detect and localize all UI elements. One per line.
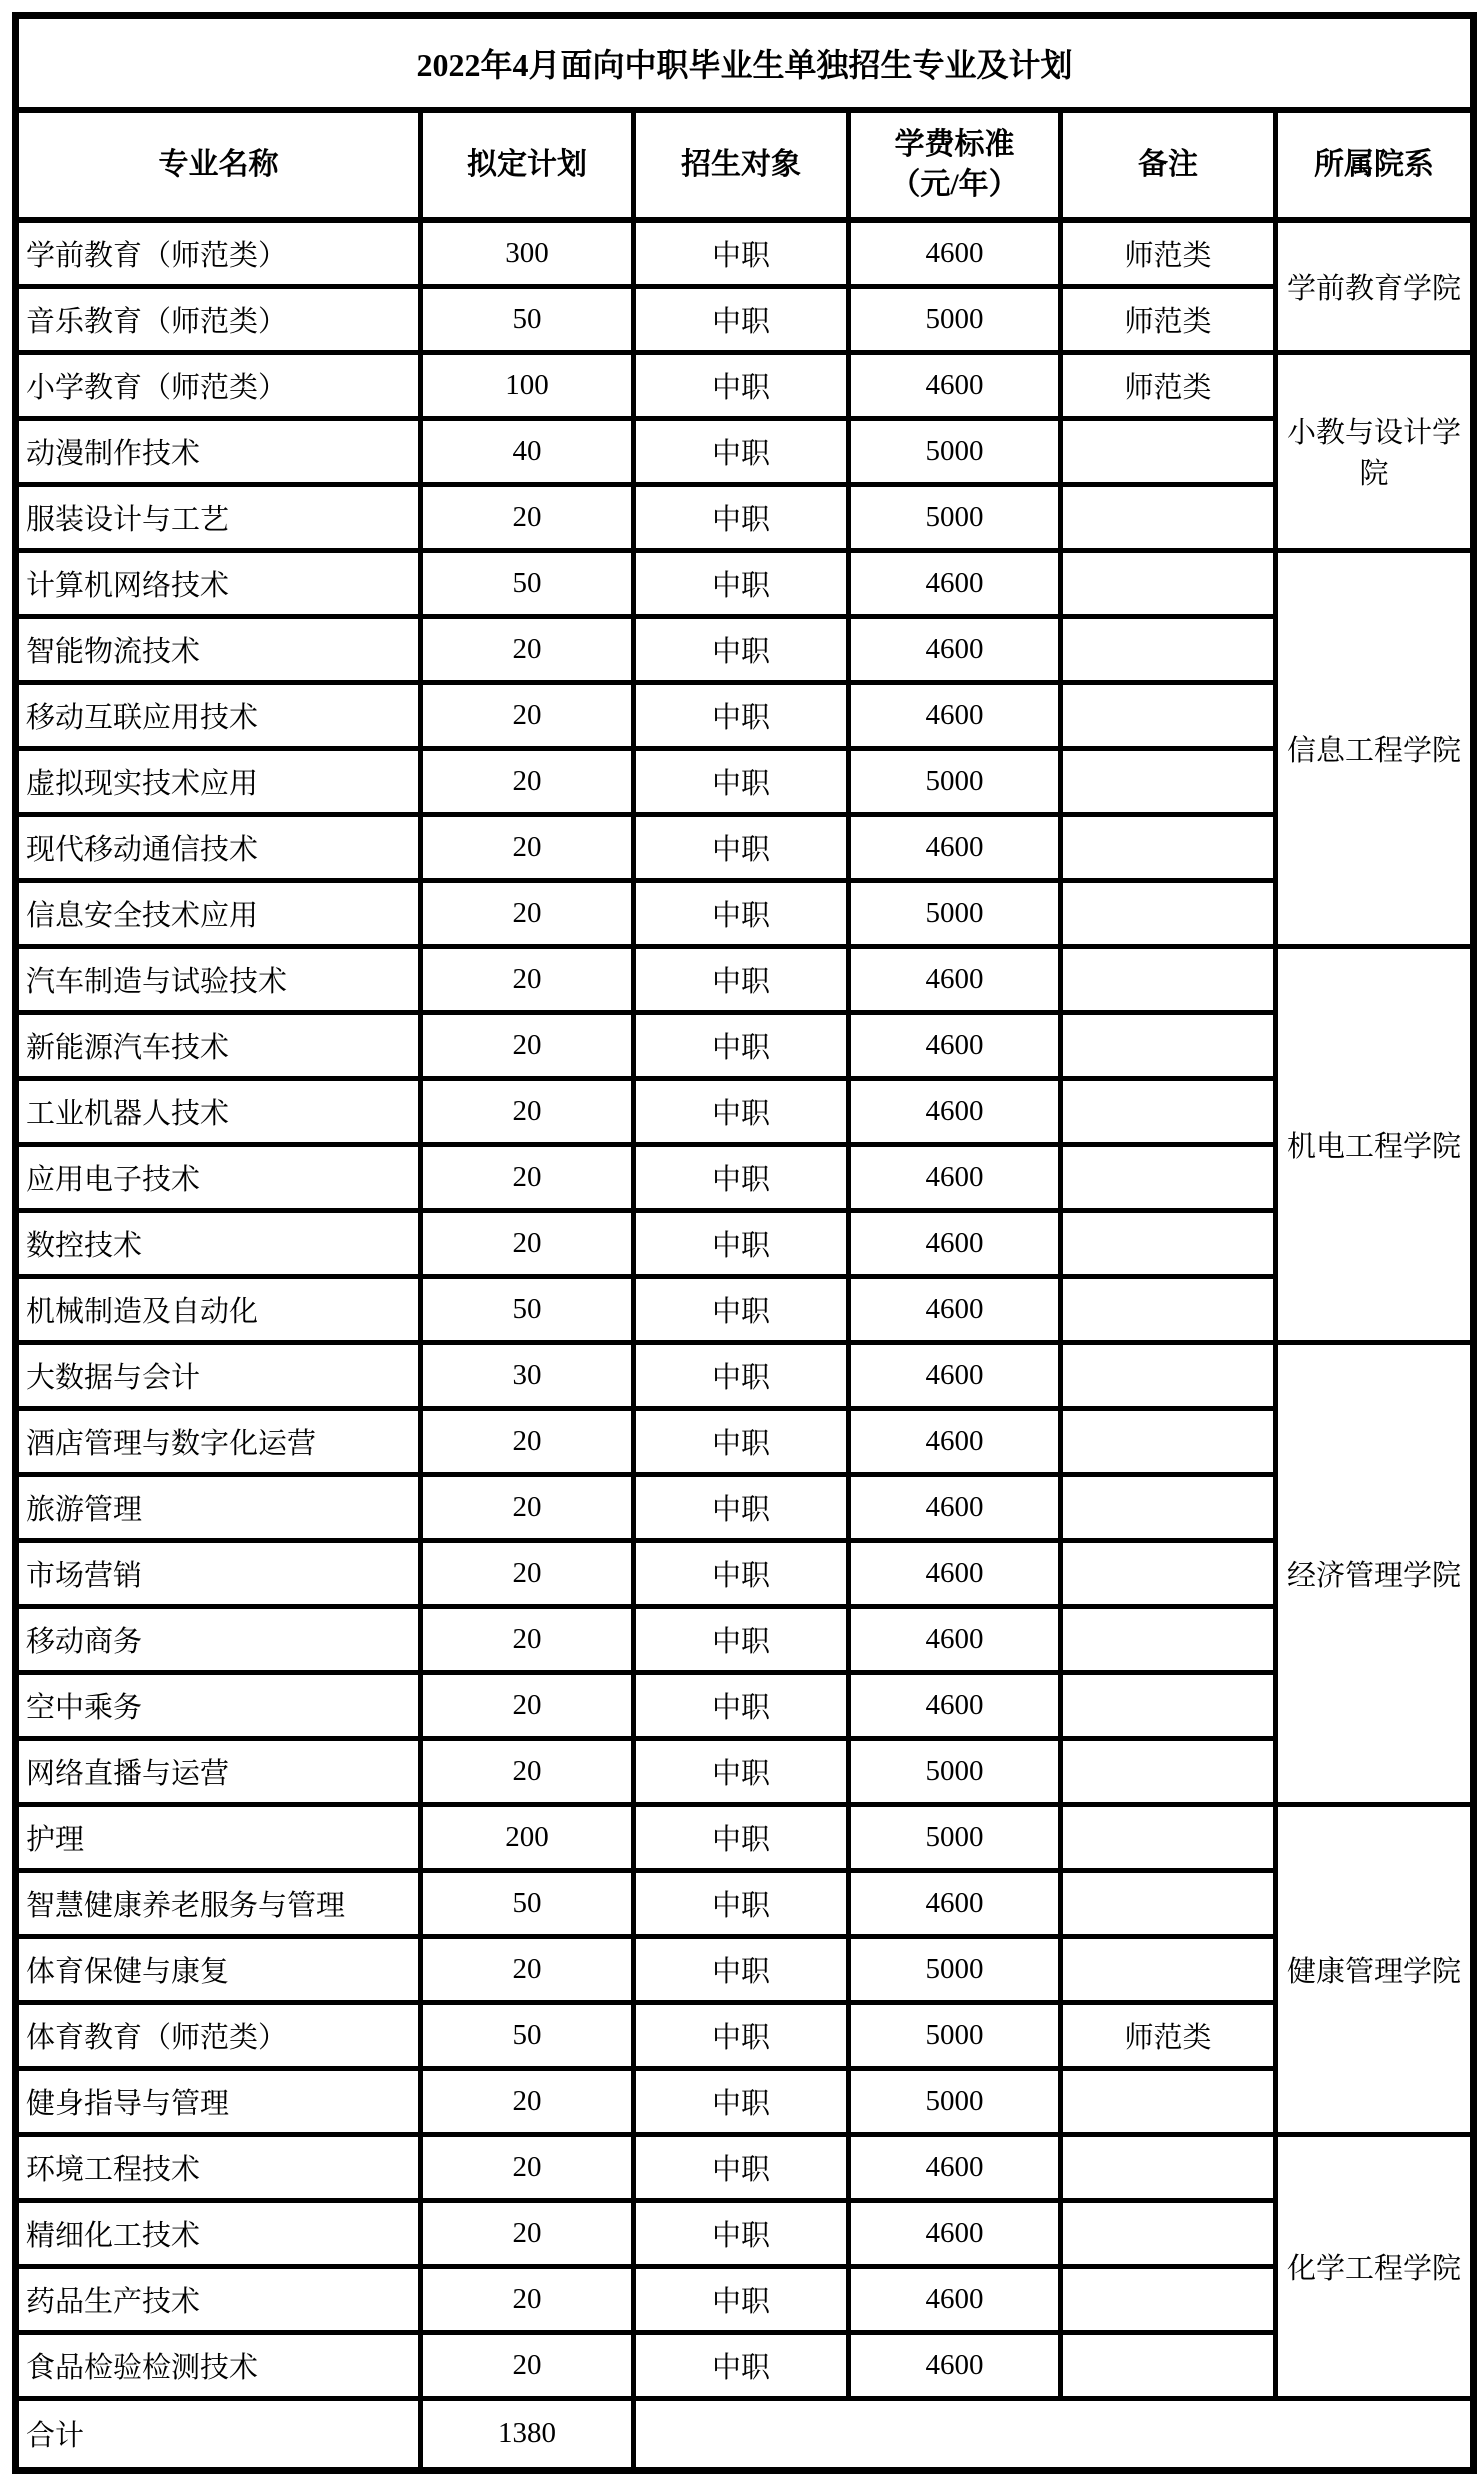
tuition-cell: 5000 (849, 1738, 1061, 1804)
col-header-tuition-line1: 学费标准 (894, 127, 1015, 161)
target-cell: 中职 (634, 1210, 849, 1276)
title-row (16, 16, 1474, 111)
target-cell: 中职 (634, 2332, 849, 2398)
table-title: 2022年4月面向中职毕业生单独招生专业及计划 (16, 16, 1474, 111)
target-cell: 中职 (634, 1408, 849, 1474)
col-header-plan: 拟定计划 (421, 110, 634, 220)
plan-cell: 100 (421, 352, 634, 418)
target-cell: 中职 (634, 880, 849, 946)
tuition-cell: 4600 (849, 2134, 1061, 2200)
plan-cell: 20 (421, 1738, 634, 1804)
plan-cell: 20 (421, 1936, 634, 2002)
target-cell: 中职 (634, 748, 849, 814)
major-cell: 市场营销 (16, 1540, 421, 1606)
tuition-cell: 4600 (849, 1606, 1061, 1672)
remark-cell (1061, 550, 1276, 616)
tuition-cell: 4600 (849, 2332, 1061, 2398)
remark-cell (1061, 1936, 1276, 2002)
remark-cell (1061, 2134, 1276, 2200)
table-row (16, 1144, 1474, 1210)
plan-cell: 50 (421, 1870, 634, 1936)
remark-cell (1061, 946, 1276, 1012)
remark-cell (1061, 2200, 1276, 2266)
remark-cell (1061, 1672, 1276, 1738)
table-row (16, 2332, 1474, 2398)
tuition-cell: 4600 (849, 1342, 1061, 1408)
major-cell: 工业机器人技术 (16, 1078, 421, 1144)
table-row (16, 880, 1474, 946)
target-cell: 中职 (634, 1936, 849, 2002)
remark-cell (1061, 1342, 1276, 1408)
table-row (16, 1738, 1474, 1804)
total-label-cell: 合计 (16, 2398, 421, 2470)
tuition-cell: 4600 (849, 682, 1061, 748)
remark-cell: 师范类 (1061, 286, 1276, 352)
tuition-cell: 4600 (849, 814, 1061, 880)
remark-cell (1061, 1738, 1276, 1804)
total-empty-cell (634, 2398, 1474, 2470)
plan-cell: 20 (421, 1408, 634, 1474)
table-row (16, 286, 1474, 352)
target-cell: 中职 (634, 220, 849, 286)
major-cell: 大数据与会计 (16, 1342, 421, 1408)
target-cell: 中职 (634, 1012, 849, 1078)
plan-cell: 20 (421, 1474, 634, 1540)
tuition-cell: 5000 (849, 484, 1061, 550)
table-row (16, 1870, 1474, 1936)
target-cell: 中职 (634, 1606, 849, 1672)
target-cell: 中职 (634, 1276, 849, 1342)
target-cell: 中职 (634, 418, 849, 484)
major-cell: 智慧健康养老服务与管理 (16, 1870, 421, 1936)
major-cell: 汽车制造与试验技术 (16, 946, 421, 1012)
tuition-cell: 4600 (849, 1672, 1061, 1738)
major-cell: 信息安全技术应用 (16, 880, 421, 946)
target-cell: 中职 (634, 946, 849, 1012)
remark-cell (1061, 484, 1276, 550)
plan-cell: 20 (421, 1672, 634, 1738)
plan-cell: 200 (421, 1804, 634, 1870)
plan-cell: 50 (421, 2002, 634, 2068)
tuition-cell: 4600 (849, 1078, 1061, 1144)
table-row (16, 616, 1474, 682)
tuition-cell: 5000 (849, 1936, 1061, 2002)
tuition-cell: 4600 (849, 946, 1061, 1012)
target-cell: 中职 (634, 1144, 849, 1210)
major-cell: 现代移动通信技术 (16, 814, 421, 880)
plan-cell: 20 (421, 2266, 634, 2332)
major-cell: 动漫制作技术 (16, 418, 421, 484)
tuition-cell: 4600 (849, 1012, 1061, 1078)
college-cell: 机电工程学院 (1276, 946, 1474, 1342)
remark-cell (1061, 1606, 1276, 1672)
tuition-cell: 4600 (849, 616, 1061, 682)
plan-cell: 20 (421, 2200, 634, 2266)
plan-cell: 50 (421, 286, 634, 352)
plan-cell: 20 (421, 1144, 634, 1210)
table-row (16, 2200, 1474, 2266)
college-cell: 学前教育学院 (1276, 220, 1474, 352)
college-cell: 小教与设计学院 (1276, 352, 1474, 550)
target-cell: 中职 (634, 286, 849, 352)
remark-cell (1061, 2068, 1276, 2134)
target-cell: 中职 (634, 1342, 849, 1408)
table-row (16, 1804, 1474, 1870)
tuition-cell: 4600 (849, 2266, 1061, 2332)
remark-cell: 师范类 (1061, 352, 1276, 418)
remark-cell (1061, 748, 1276, 814)
table-row (16, 1408, 1474, 1474)
remark-cell (1061, 1276, 1276, 1342)
plan-cell: 20 (421, 946, 634, 1012)
target-cell: 中职 (634, 352, 849, 418)
table-row (16, 1078, 1474, 1144)
target-cell: 中职 (634, 2134, 849, 2200)
tuition-cell: 5000 (849, 286, 1061, 352)
total-plan-cell: 1380 (421, 2398, 634, 2470)
major-cell: 精细化工技术 (16, 2200, 421, 2266)
remark-cell (1061, 880, 1276, 946)
target-cell: 中职 (634, 814, 849, 880)
tuition-cell: 5000 (849, 748, 1061, 814)
table-row (16, 2134, 1474, 2200)
table-row (16, 946, 1474, 1012)
remark-cell: 师范类 (1061, 2002, 1276, 2068)
table-row (16, 418, 1474, 484)
target-cell: 中职 (634, 484, 849, 550)
remark-cell (1061, 1210, 1276, 1276)
plan-cell: 50 (421, 1276, 634, 1342)
table-row (16, 1540, 1474, 1606)
plan-cell: 20 (421, 1078, 634, 1144)
major-cell: 服装设计与工艺 (16, 484, 421, 550)
target-cell: 中职 (634, 2002, 849, 2068)
major-cell: 智能物流技术 (16, 616, 421, 682)
tuition-cell: 4600 (849, 1540, 1061, 1606)
major-cell: 食品检验检测技术 (16, 2332, 421, 2398)
tuition-cell: 4600 (849, 1210, 1061, 1276)
table-row (16, 2266, 1474, 2332)
remark-cell (1061, 1474, 1276, 1540)
table-row (16, 352, 1474, 418)
table-row (16, 1342, 1474, 1408)
target-cell: 中职 (634, 1474, 849, 1540)
col-header-remark: 备注 (1061, 110, 1276, 220)
table-row (16, 682, 1474, 748)
major-cell: 移动商务 (16, 1606, 421, 1672)
tuition-cell: 5000 (849, 2002, 1061, 2068)
target-cell: 中职 (634, 550, 849, 616)
college-cell: 化学工程学院 (1276, 2134, 1474, 2398)
major-cell: 药品生产技术 (16, 2266, 421, 2332)
college-cell: 健康管理学院 (1276, 1804, 1474, 2134)
total-row (16, 2398, 1474, 2470)
plan-cell: 20 (421, 2332, 634, 2398)
tuition-cell: 4600 (849, 1870, 1061, 1936)
plan-cell: 20 (421, 1606, 634, 1672)
remark-cell (1061, 1144, 1276, 1210)
table-row (16, 2002, 1474, 2068)
target-cell: 中职 (634, 1672, 849, 1738)
target-cell: 中职 (634, 1540, 849, 1606)
major-cell: 小学教育（师范类） (16, 352, 421, 418)
plan-cell: 50 (421, 550, 634, 616)
plan-cell: 20 (421, 616, 634, 682)
tuition-cell: 4600 (849, 1144, 1061, 1210)
col-header-major: 专业名称 (16, 110, 421, 220)
plan-cell: 20 (421, 748, 634, 814)
tuition-cell: 4600 (849, 1276, 1061, 1342)
tuition-cell: 4600 (849, 220, 1061, 286)
target-cell: 中职 (634, 1870, 849, 1936)
remark-cell (1061, 1804, 1276, 1870)
major-cell: 体育教育（师范类） (16, 2002, 421, 2068)
major-cell: 学前教育（师范类） (16, 220, 421, 286)
col-header-target: 招生对象 (634, 110, 849, 220)
plan-cell: 300 (421, 220, 634, 286)
plan-cell: 20 (421, 814, 634, 880)
remark-cell (1061, 1408, 1276, 1474)
major-cell: 护理 (16, 1804, 421, 1870)
col-header-tuition (849, 110, 1061, 220)
table-row (16, 1012, 1474, 1078)
col-header-tuition-line2: （元/年） (890, 168, 1019, 201)
major-cell: 空中乘务 (16, 1672, 421, 1738)
remark-cell (1061, 1540, 1276, 1606)
plan-cell: 20 (421, 1210, 634, 1276)
plan-cell: 20 (421, 1540, 634, 1606)
table-row (16, 484, 1474, 550)
table-row (16, 550, 1474, 616)
remark-cell (1061, 1078, 1276, 1144)
major-cell: 应用电子技术 (16, 1144, 421, 1210)
plan-cell: 20 (421, 484, 634, 550)
col-header-college: 所属院系 (1276, 110, 1474, 220)
tuition-cell: 4600 (849, 1408, 1061, 1474)
major-cell: 网络直播与运营 (16, 1738, 421, 1804)
major-cell: 机械制造及自动化 (16, 1276, 421, 1342)
tuition-cell: 4600 (849, 352, 1061, 418)
remark-cell: 师范类 (1061, 220, 1276, 286)
remark-cell (1061, 1012, 1276, 1078)
table-row (16, 1474, 1474, 1540)
target-cell: 中职 (634, 1804, 849, 1870)
major-cell: 体育保健与康复 (16, 1936, 421, 2002)
plan-cell: 20 (421, 880, 634, 946)
remark-cell (1061, 2332, 1276, 2398)
table-row (16, 1276, 1474, 1342)
header-row (16, 110, 1474, 220)
plan-cell: 30 (421, 1342, 634, 1408)
target-cell: 中职 (634, 1738, 849, 1804)
table-row (16, 748, 1474, 814)
plan-cell: 20 (421, 682, 634, 748)
target-cell: 中职 (634, 2068, 849, 2134)
table-row (16, 1606, 1474, 1672)
remark-cell (1061, 682, 1276, 748)
major-cell: 计算机网络技术 (16, 550, 421, 616)
major-cell: 酒店管理与数字化运营 (16, 1408, 421, 1474)
remark-cell (1061, 418, 1276, 484)
target-cell: 中职 (634, 1078, 849, 1144)
remark-cell (1061, 1870, 1276, 1936)
tuition-cell: 5000 (849, 2068, 1061, 2134)
major-cell: 移动互联应用技术 (16, 682, 421, 748)
major-cell: 健身指导与管理 (16, 2068, 421, 2134)
tuition-cell: 4600 (849, 2200, 1061, 2266)
table-body (16, 220, 1474, 2470)
major-cell: 环境工程技术 (16, 2134, 421, 2200)
table-row (16, 2068, 1474, 2134)
table-row (16, 814, 1474, 880)
major-cell: 旅游管理 (16, 1474, 421, 1540)
tuition-cell: 5000 (849, 418, 1061, 484)
table-row (16, 1672, 1474, 1738)
plan-cell: 20 (421, 2068, 634, 2134)
major-cell: 音乐教育（师范类） (16, 286, 421, 352)
tuition-cell: 5000 (849, 880, 1061, 946)
major-cell: 虚拟现实技术应用 (16, 748, 421, 814)
table-row (16, 1210, 1474, 1276)
remark-cell (1061, 814, 1276, 880)
target-cell: 中职 (634, 616, 849, 682)
major-cell: 数控技术 (16, 1210, 421, 1276)
plan-cell: 20 (421, 1012, 634, 1078)
tuition-cell: 4600 (849, 1474, 1061, 1540)
major-cell: 新能源汽车技术 (16, 1012, 421, 1078)
tuition-cell: 4600 (849, 550, 1061, 616)
target-cell: 中职 (634, 2200, 849, 2266)
plan-cell: 20 (421, 2134, 634, 2200)
remark-cell (1061, 616, 1276, 682)
college-cell: 经济管理学院 (1276, 1342, 1474, 1804)
admission-plan-table (12, 12, 1477, 2474)
tuition-cell: 5000 (849, 1804, 1061, 1870)
plan-cell: 40 (421, 418, 634, 484)
target-cell: 中职 (634, 2266, 849, 2332)
target-cell: 中职 (634, 682, 849, 748)
remark-cell (1061, 2266, 1276, 2332)
table-row (16, 220, 1474, 286)
college-cell: 信息工程学院 (1276, 550, 1474, 946)
table-row (16, 1936, 1474, 2002)
